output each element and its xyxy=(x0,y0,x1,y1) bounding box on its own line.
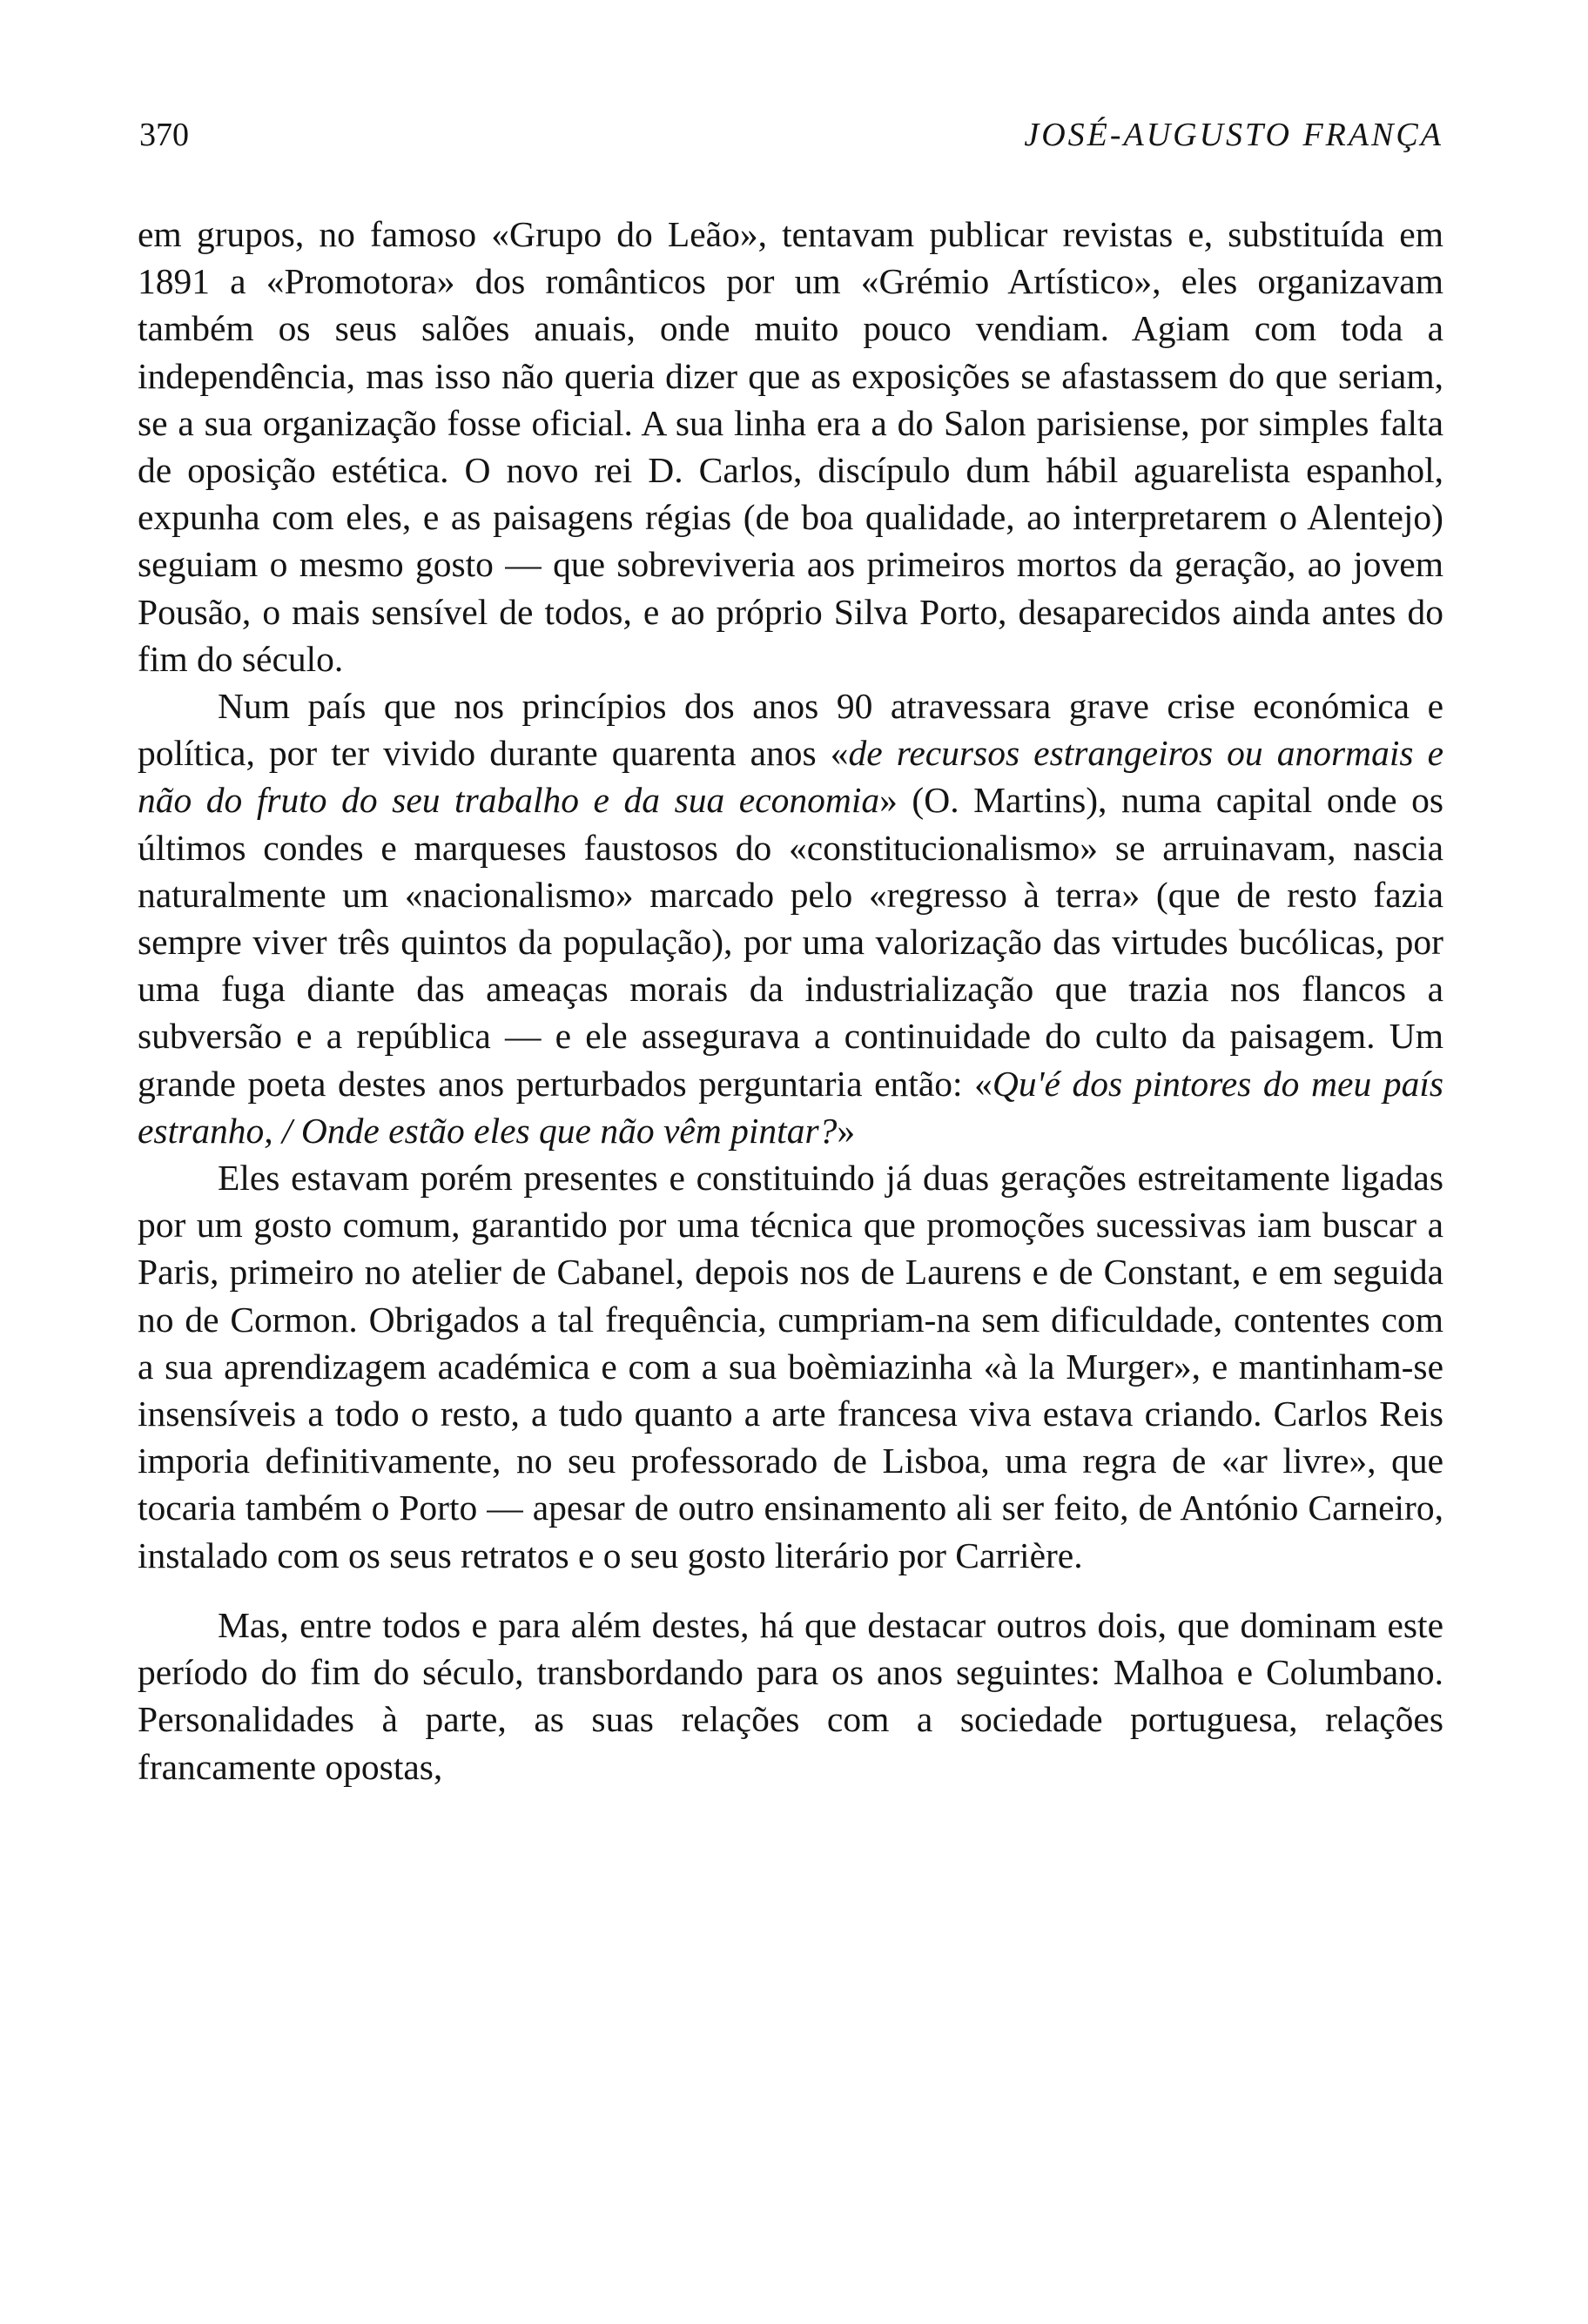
paragraph-2-text-c: » xyxy=(837,1110,856,1151)
paragraph-4-text: Mas, entre todos e para além destes, há que destacar outros dois, que dominam este período do fim do século, transbordando para os anos seguintes: Malhoa e Columbano. Personalidades à parte, as suas relações com a sociedade portuguesa, relações francamente opostas, xyxy=(138,1604,1443,1787)
running-head xyxy=(139,109,1443,161)
paragraph-4 xyxy=(138,1602,1443,1790)
page-number: 370 xyxy=(139,117,189,153)
paragraph-3 xyxy=(138,1154,1443,1579)
paragraph-2 xyxy=(138,682,1443,1154)
paragraph-2-text-b: » (O. Martins), numa capital onde os últimos condes e marqueses faustosos do «constitucionalismo» se arruinavam, nascia naturalmente um «nacionalismo» marcado pelo «regresso à terra» (que de resto fazia sempre viver três quintos da população), por uma valorização das virtudes bucólicas, por uma fuga diante das ameaças morais da industrialização que trazia nos flancos a subversão e a república — e ele assegurava a continuidade do culto da paisagem. Um grande poeta destes anos perturbados perguntaria então: « xyxy=(138,780,1443,1104)
quote-poet: Qu'é dos pintores do meu país estranho, / Onde estão eles que não vêm pintar? xyxy=(138,1063,1443,1151)
paragraph-1 xyxy=(138,211,1443,682)
paragraph-1-text: em grupos, no famoso «Grupo do Leão», tentavam publicar revistas e, substituída em 1891 a «Promotora» dos românticos por um «Grémio Artístico», eles organizavam também os seus salões anuais, onde muito pouco vendiam. Agiam com toda a independência, mas isso não queria dizer que as exposições se afastassem do que seriam, se a sua organização fosse oficial. A sua linha era a do Salon parisiense, por simples falta de oposição estética. O novo rei D. Carlos, discípulo dum hábil aguarelista espanhol, expunha com eles, e as paisagens régias (de boa qualidade, ao interpretarem o Alentejo) seguiam o mesmo gosto — que sobreviveria aos primeiros mortos da geração, ao jovem Pousão, o mais sensível de todos, e ao próprio Silva Porto, desaparecidos ainda antes do fim do século. xyxy=(138,214,1443,679)
paragraph-2-text-a: Num país que nos princípios dos anos 90 atravessara grave crise económica e política, por ter vivido durante quarenta anos « xyxy=(138,686,1443,774)
paragraph-3-text: Eles estavam porém presentes e constituindo já duas gerações estreitamente ligadas por um gosto comum, garantido por uma técnica que promoções sucessivas iam buscar a Paris, primeiro no atelier de Cabanel, depois nos de Laurens e de Constant, e em seguida no de Cormon. Obrigados a tal frequência, cumpriam-na sem dificuldade, contentes com a sua aprendizagem académica e com a sua boèmiazinha «à la Murger», e mantinham-se insensíveis a todo o resto, a tudo quanto a arte francesa viva estava criando. Carlos Reis imporia definitivamente, no seu professorado de Lisboa, uma regra de «ar livre», que tocaria também o Porto — apesar de outro ensinamento ali ser feito, de António Carneiro, instalado com os seus retratos e o seu gosto literário por Carrière. xyxy=(138,1158,1443,1575)
body-text xyxy=(138,211,1443,1790)
running-title: JOSÉ-AUGUSTO FRANÇA xyxy=(1024,117,1443,153)
quote-oliveira-martins: de recursos estrangeiros ou anormais e não do fruto do seu trabalho e da sua economia xyxy=(138,733,1444,821)
